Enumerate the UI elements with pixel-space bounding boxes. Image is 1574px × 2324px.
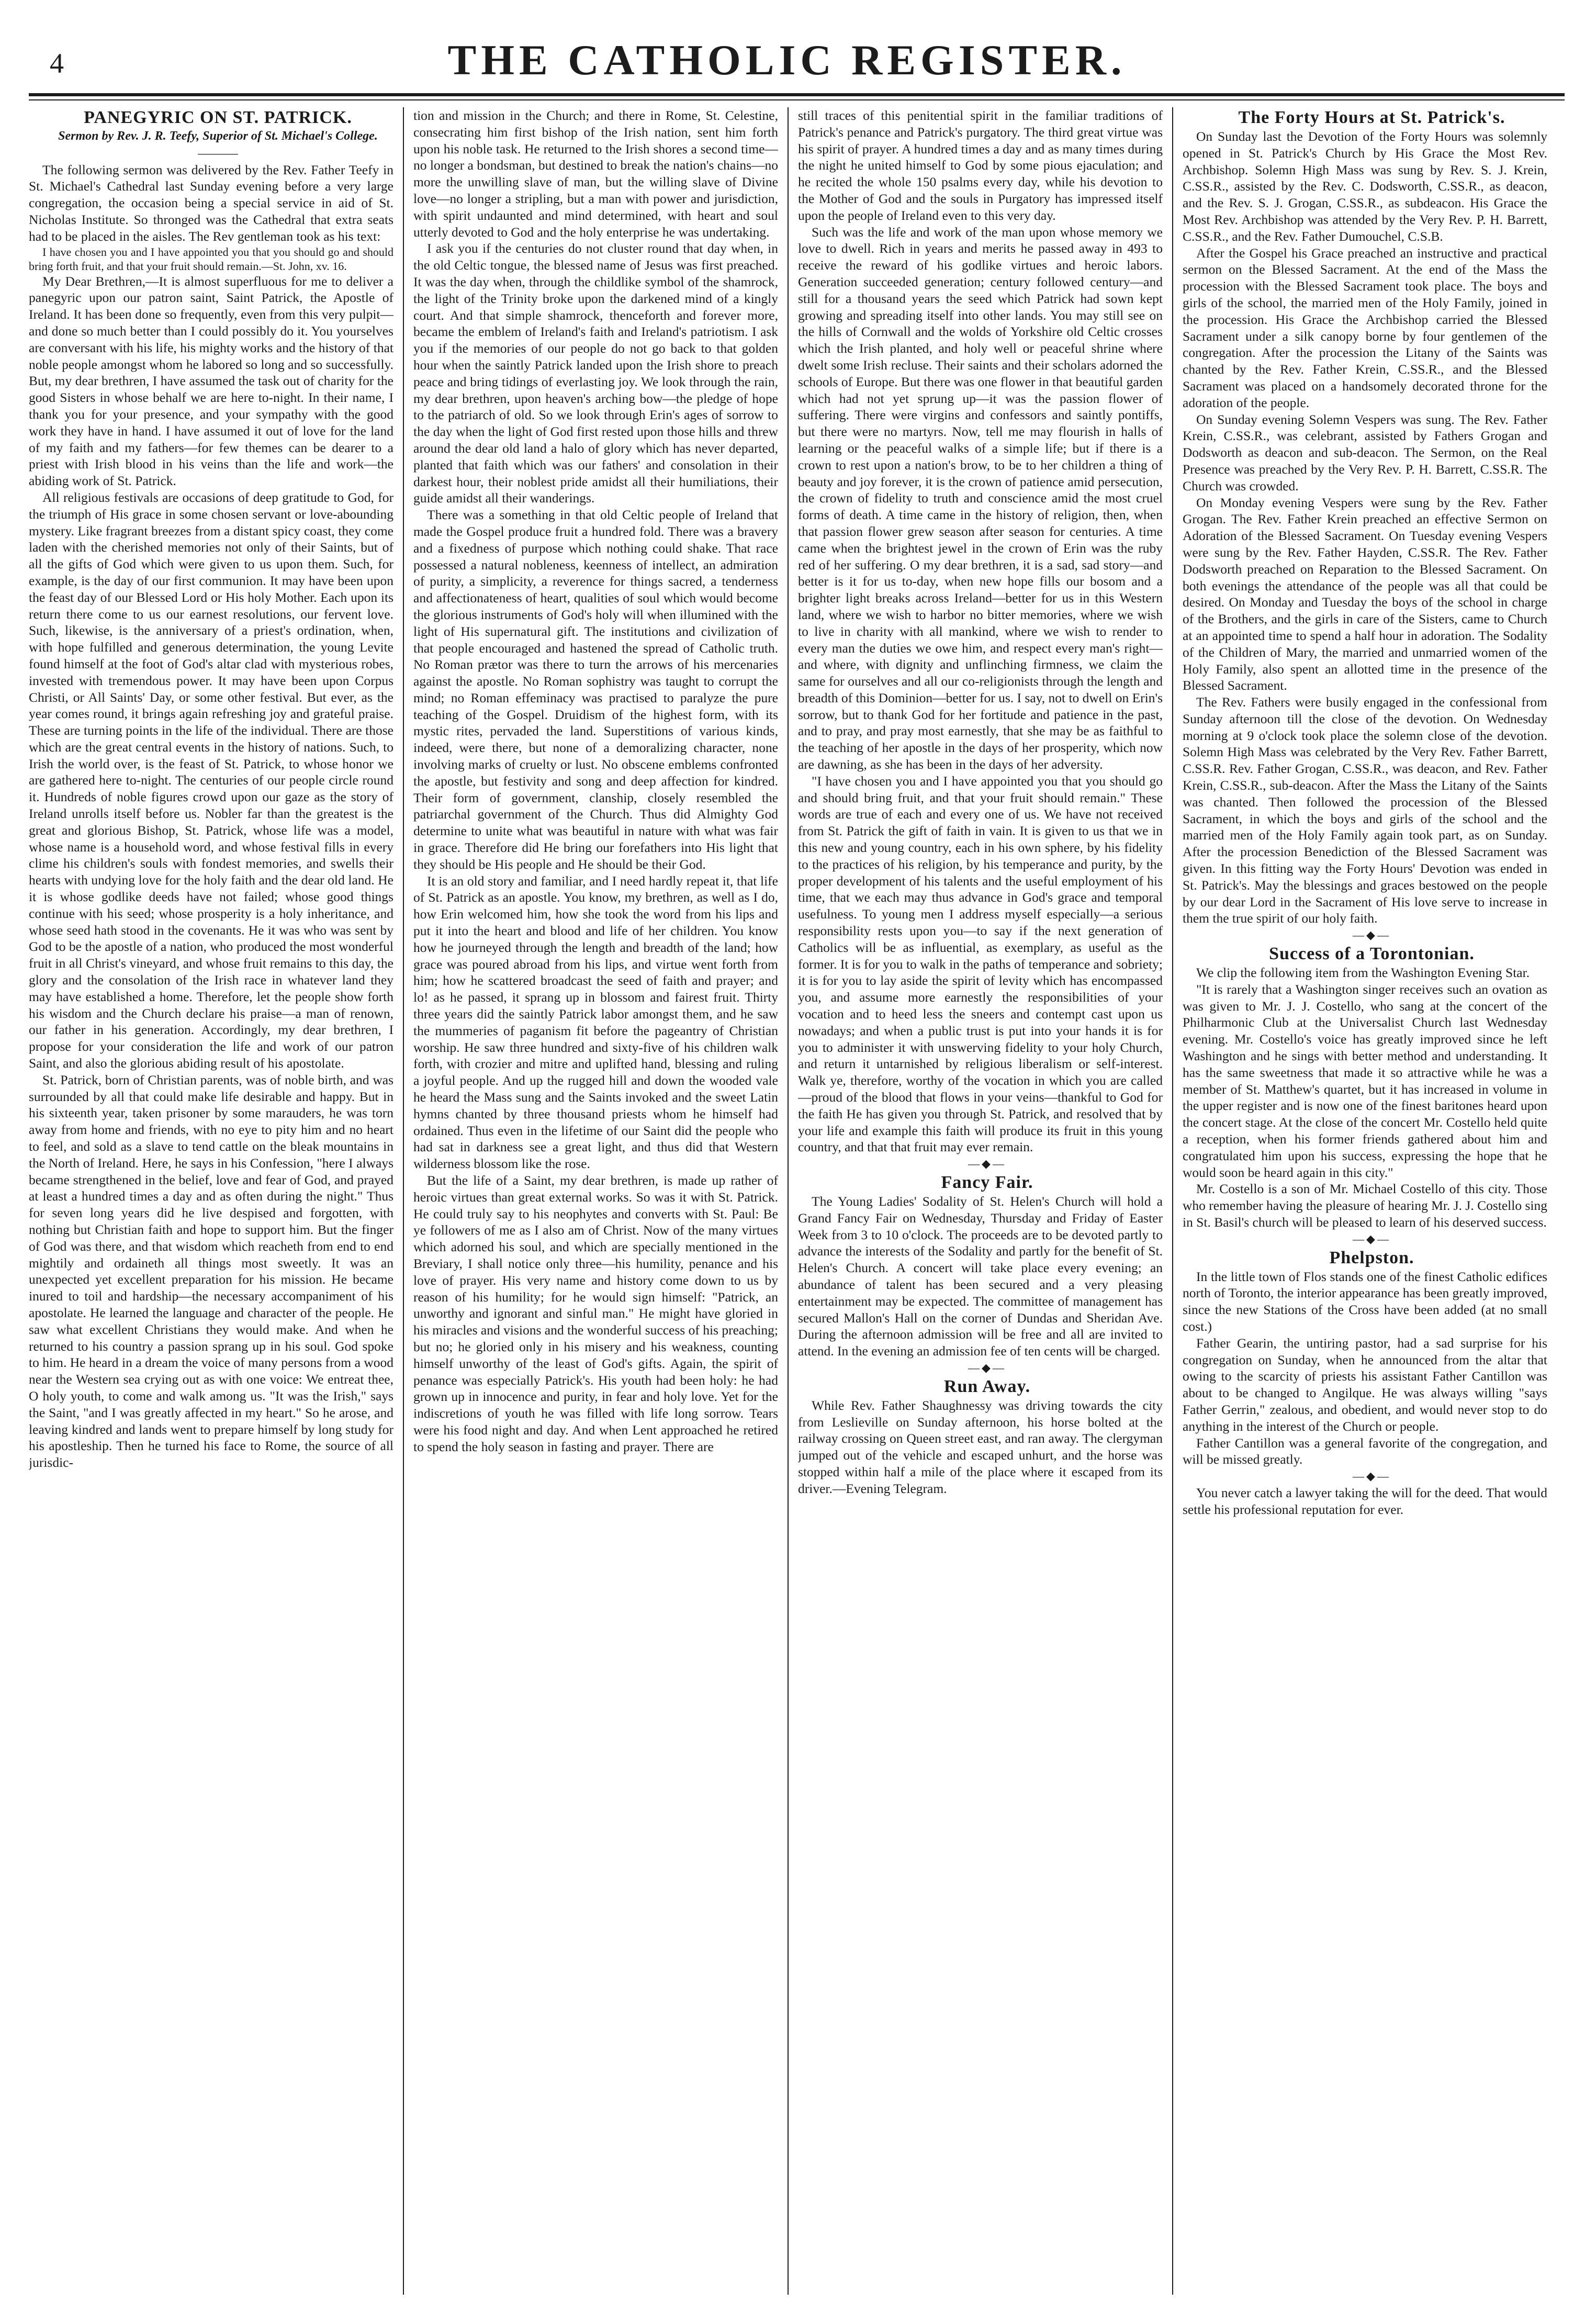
article-paragraph: I ask you if the centuries do not cluster round that day when, in the old Celtic tongue, the blessed name of Jesus was first preached. It was the day when, through the childlike symbol of the shamrock, the light of the Trinity broke upon the darkened mind of a kingly court. And that simple shamrock, thenceforth and forever more, became the emblem of Ireland's faith and Ireland's patriotism. I ask you if the memories of our people do not go back to that golden hour when the saintly Patrick landed upon the Irish shore to preach peace and bring tidings of everlasting joy. We look through the rain, my dear brethren, upon heaven's arching bow—the pledge of hope to the patriarch of old. So we look through Erin's ages of sorrow to the day when the light of God first rested upon those hills and threw around the dear old land a halo of glory which has never departed, planted that faith which was our fathers' and consolation in their darkest hour, their noblest pride amidst all their humiliations, their guide amidst all their wanderings. — [413, 241, 778, 506]
article-paragraph: still traces of this penitential spirit in the familiar traditions of Patrick's penance and Patrick's purgatory. The third great virtue was his spirit of prayer. A hundred times a day and as many times during the night he united himself to God by some pious ejaculation; and he recited the whole 150 psalms every day, while his devotion to the Mother of God and the souls in Purgatory has impressed itself upon the people of Ireland even to this very day. — [798, 108, 1163, 223]
article-paragraph: While Rev. Father Shaughnessy was driving towards the city from Leslieville on Sunday afternoon, his horse bolted at the railway crossing on Queen street east, and ran away. The clergyman jumped out of the vehicle and escaped unhurt, and the horse was stopped within half a mile of the place where it escaped from its driver.—Evening Telegram. — [798, 1397, 1163, 1496]
article-paragraph: It is an old story and familiar, and I need hardly repeat it, that life of St. Patrick as an apostle. You know, my brethren, as well as I do, how Erin welcomed him, how she took the word from his lips and put it into the heart and blood and life of her children. You know how he journeyed through the length and breadth of the land; how grace was poured abroad from his lips, and virtue went forth from him; how he scattered broadcast the seed of faith and prayer; and lo! as he passed, it sprang up in blossom and fairest fruit. Thirty three years did the saintly Patrick labor amongst them, and he saw the mummeries of paganism fit before the pageantry of Christian worship. He saw three hundred and sixty-five of his children walk forth, with crozier and mitre and uplifted hand, blessing and ruling a joyful people. And up the rugged hill and down the wooded vale he heard the Mass sung and the Saints invoked and the sweet Latin hymns chanted by three thousand priests whom he himself had ordained. Thus even in the lifetime of our Saint did the people who had sat in darkness see a great light, and thus did that Western wilderness blossom like the rose. — [413, 873, 778, 1172]
article-paragraph: St. Patrick, born of Christian parents, was of noble birth, and was surrounded by all that could make life desirable and happy. But in his sixteenth year, taken prisoner by some marauders, he was torn away from home and friends, with no eye to pity him and no heart to feel, and sold as a slave to tend cattle on the bleak mountains in the North of Ireland. Here, he says in his Confession, "here I always became strengthened in the belief, love and fear of God, and prayed at least a hundred times a day and as often during the night." Thus for seven long years did he live despised and forgotten, with nothing but Christian faith and hope to support him. But the finger of God was there, and that wisdom which reacheth from end to end mightily and ordaineth all things most sweetly. It was an unexpected yet excellent preparation for his mission. He became inured to toil and hardship—the necessary accompaniment of his apostolate. He learned the language and character of the people. He saw what excellent Christians they would make. And when he returned to his country a passion sprang up in his soul. God spoke to him. He heard in a dream the voice of many persons from a wood near the Western sea crying out as with one voice: We entreat thee, O holy youth, to come and walk among us. "It was the Irish," says the Saint, "and I was greatly affected in my heart." So he arose, and leaving kindred and lands went to prepare himself by long study for his apostleship. Then he turned his face to Rome, the source of all jurisdic- — [29, 1072, 394, 1470]
article-paragraph: "I have chosen you and I have appointed you that you should go and should bring fruit, and that your fruit should remain." These words are true of each and every one of us. We have not received from St. Patrick the gift of faith in vain. It is given to us that we in this new and young country, each in his own sphere, by his fidelity to the practices of his religion, by his temperance and purity, by the proper development of his talents and the useful employment of his time, that we each may thus advance in God's grace and temporal usefulness. To young men I address myself especially—a serious responsibility rests upon you—to say if the next generation of Catholics will be as influential, as exemplary, as useful as the former. It is for you to walk in the paths of temperance and sobriety; it is for you to lay aside the spirit of levity which has encompassed you, and assume more earnestly the responsibilities of your vocation and to heed less the sneers and contempt cast upon us nowadays; and when a public trust is put into your hands it is for you to administer it with unswerving fidelity to your holy Church, and return it untarnished by religious liberalism or self-interest. Walk ye, therefore, worthy of the vocation in which you are called—proud of the blood that flows in your veins—thankful to God for the faith He has given you through St. Patrick, and resolved that by your life and example this faith will produce its fruit in this young country, and that that fruit may ever remain. — [798, 773, 1163, 1155]
article-paragraph: The following sermon was delivered by the Rev. Father Teefy in St. Michael's Cathedral last Sunday evening before a very large congregation, the occasion being a special service in aid of St. Nicholas Institute. So thronged was the Cathedral that extra seats had to be placed in the aisles. The Rev gentleman took as his text: — [29, 162, 394, 244]
article-paragraph: There was a something in that old Celtic people of Ireland that made the Gospel produce fruit a hundred fold. There was a bravery and a fixedness of purpose which nothing could shake. That race possessed a natural nobleness, keenness of intellect, an admiration of purity, a simplicity, a reverence for things sacred, a tenderness and affectionateness of heart, qualities of soul which would become the glorious instruments of God's holy will when illumined with the light of His supernatural gift. The institutions and civilization of that people encouraged and hastened the spread of Catholic truth. No Roman prætor was there to turn the arrows of his mercenaries against the apostle. No Roman sophistry was taught to corrupt the mind; no Roman effeminacy was practised to paralyze the pure teaching of the Gospel. Druidism of the highest form, with its mystic rites, pervaded the land. Superstitions of various kinds, indeed, were there, but none of a demoralizing character, none involving marks of cruelty or lust. No obscene emblems confronted the apostle, but festivity and song and deep affection for kindred. Their form of government, clanship, closely resembled the patriarchal government of the Church. Thus did Almighty God determine to unite what was beautiful in nature with what was fair in grace. Therefore did He bring our forefathers into His light that they should be His people and He should be their God. — [413, 507, 778, 872]
byline-dash: ——— — [198, 145, 238, 161]
section-divider: —◆— — [1353, 1469, 1391, 1483]
article-heading-fancy-fair: Fancy Fair. — [941, 1173, 1033, 1192]
article-heading-phelpston: Phelpston. — [1329, 1248, 1414, 1267]
column-divider — [1172, 107, 1173, 2295]
article-byline: Sermon by Rev. J. R. Teefy, Superior of St. Michael's College. — [58, 129, 378, 143]
column-2 — [413, 107, 778, 2305]
article-paragraph: "It is rarely that a Washington singer receives such an ovation as was given to Mr. J. J. Costello, who sang at the concert of the Philharmonic Club at the Universalist Church last Wednesday evening. Mr. Costello's voice has greatly improved since he left Washington and he sings with better method and understanding. It has the same sweetness that made it so attractive while he was a member of St. Matthew's quartet, but it has increased in volume in the upper register and is now one of the finest baritones heard upon the concert stage. At the close of the concert Mr. Costello held quite a reception, when his former friends gathered about him and congratulated him upon his success, expressing the hope that he would soon be heard again in this city." — [1183, 981, 1547, 1180]
masthead: THE CATHOLIC REGISTER. — [447, 36, 1127, 84]
scripture-text: I have chosen you and I have appointed you that you should go and should bring forth fruit, and that your fruit should remain.—St. John, xv. 16. — [29, 245, 394, 273]
column-4 — [1183, 107, 1547, 2305]
article-paragraph: You never catch a lawyer taking the will for the deed. That would settle his professional reputation for ever. — [1183, 1485, 1547, 1517]
article-heading-panegyric: PANEGYRIC ON ST. PATRICK. — [84, 108, 352, 127]
article-heading-torontonian: Success of a Torontonian. — [1269, 944, 1475, 964]
article-paragraph: But the life of a Saint, my dear brethren, is made up rather of heroic virtues than great external works. So was it with St. Patrick. He could truly say to his neophytes and converts with St. Paul: Be ye followers of me as I also am of Christ. Now of the many virtues which adorned his soul, and which are specially mentioned in the Breviary, I shall notice only three—his humility, penance and his love of prayer. His very name and history come down to us by reason of his humility; for he would sign himself: "Patrick, an unworthy and ignorant and sinful man." He might have gloried in his miracles and visions and the wonderful success of his preaching; but no; he gloried only in his misery and his weakness, counting himself unworthy of the least of God's gifts. Again, the spirit of penance was especially Patrick's. His youth had been holy: he had grown up in innocence and purity, in fear and holy love. Yet for the indiscretions of youth he was filled with life long sorrow. Tears were his food night and day. And when Lent approached he retired to spend the holy season in fasting and prayer. There are — [413, 1173, 778, 1454]
article-paragraph: Father Cantillon was a general favorite of the congregation, and will be missed greatly. — [1183, 1435, 1547, 1467]
article-paragraph: All religious festivals are occasions of deep gratitude to God, for the triumph of His grace in some chosen servant or love-abounding mystery. Like fragrant breezes from a distant spicy coast, they come laden with the cherished memories not only of their Saints, but of all the gifts of God which were given to us upon them. Such, for example, is the day of our first communion. It may have been upon the feast day of our Blessed Lord or His holy Mother. Each upon its return there come to us our earnest resolutions, our fervent love. Such, likewise, is the anniversary of a priest's ordination, when, with hope fulfilled and generous determination, the young Levite found himself at the foot of God's altar clad with mysterious robes, invested with tremendous power. It may have been upon Corpus Christi, or All Saints' Day, or some other festival. But ever, as the year comes round, it brings again refreshing joy and grateful praise. These are turning points in the life of the individual. There are those which are the great central events in the history of nations. Such, to Irish the world over, is the feast of St. Patrick, to whose honor we are gathered here to-night. The centuries of our people circle round it. Hundreds of noble figures crowd upon our gaze as the story of Ireland unrolls itself before us. Nobler far than the greatest is the great and glorious Bishop, St. Patrick, whose life was a model, whose name is a household word, and whose festival fills in every clime his children's souls with fondest memories, and swells their hearts with undying love for the holy faith and the dear old land. He it is whose godlike deeds have not failed; whose good things continue with his seed; whose prosperity is a holy inheritance, and whose seed hath stood in the covenants. He it was who was sent by God to be the apostle of a nation, who produced the most wonderful fruit in all Christ's vineyard, and whose fruit remains to this day, the glory and the consolation of the Irish race in whatever land they may have established a home. Therefore, let the people show forth his wisdom and the Church declare his praise—a man of renown, our father in his generation. Accordingly, my dear brethren, I propose for your consideration the life and work of our patron Saint, and also the glorious abiding result of his apostolate. — [29, 489, 394, 1071]
section-divider: —◆— — [1353, 928, 1391, 942]
column-3 — [798, 107, 1163, 2305]
article-heading-forty-hours: The Forty Hours at St. Patrick's. — [1238, 108, 1505, 127]
masthead-rule — [29, 93, 1565, 96]
page-number: 4 — [50, 48, 64, 79]
article-paragraph: Father Gearin, the untiring pastor, had a sad surprise for his congregation on Sunday, when he announced from the altar that owing to the scarcity of priests his assistant Father Cantillon was about to be changed to Angilque. He was always willing "says Father Gerrin," zealous, and obedient, and would never stop to do anything in the interest of the Church or people. — [1183, 1335, 1547, 1434]
column-divider — [788, 107, 789, 2295]
article-paragraph: In the little town of Flos stands one of the finest Catholic edifices north of Toronto, the interior appearance has been greatly improved, since the new Stations of the Cross have been added (at no small cost.) — [1183, 1268, 1547, 1334]
article-paragraph: Mr. Costello is a son of Mr. Michael Costello of this city. Those who remember having the pleasure of hearing Mr. J. J. Costello sing in St. Basil's church will be pleased to learn of his deserved success. — [1183, 1181, 1547, 1230]
article-paragraph: We clip the following item from the Washington Evening Star. — [1196, 965, 1530, 981]
column-divider — [403, 107, 404, 2295]
section-divider: —◆— — [1353, 1232, 1391, 1245]
article-heading-run-away: Run Away. — [943, 1376, 1031, 1396]
article-paragraph: After the Gospel his Grace preached an instructive and practical sermon on the Blessed Sacrament. At the end of the Mass the procession with the Blessed Sacrament took place. The boys and girls of the school, the married men of the Holy Family, joined in the procession. His Grace the Archbishop carried the Blessed Sacrament under a silk canopy borne by four gentlemen of the congregation. After the procession the Litany of the Saints was chanted by the Rev. Father Krein, C.SS.R., and the Blessed Sacrament was placed on a handsomely decorated throne for the adoration of the people. — [1183, 245, 1547, 410]
article-paragraph: On Sunday last the Devotion of the Forty Hours was solemnly opened in St. Patrick's Church by His Grace the Most Rev. Archbishop. Solemn High Mass was sung by Rev. S. J. Krein, C.SS.R., assisted by the Rev. C. Dodsworth, C.SS.R., as deacon, and the Rev. S. J. Grogan, C.SS.R., as subdeacon. His Grace the Most Rev. Archbishop was attended by the Very Rev. P. H. Barrett, C.SS.R., and the Rev. Father Dumouchel, C.S.B. — [1183, 129, 1547, 244]
article-paragraph: On Sunday evening Solemn Vespers was sung. The Rev. Father Krein, C.SS.R., was celebrant, assisted by Fathers Grogan and Dodsworth as deacon and sub-deacon. The Sermon, on the Real Presence was preached by the Very Rev. P. H. Barrett, C.SS.R. The Church was crowded. — [1183, 411, 1547, 493]
column-1 — [29, 107, 394, 2305]
article-paragraph: On Monday evening Vespers were sung by the Rev. Father Grogan. The Rev. Father Krein preached an effective Sermon on Adoration of the Blessed Sacrament. On Tuesday evening Vespers were sung by the Rev. Father Hayden, C.SS.R. The Rev. Father Dodsworth preached on Reparation to the Blessed Sacrament. On both evenings the attendance of the people was all that could be desired. On Monday and Tuesday the boys of the school in charge of the Brothers, and the girls in care of the Sisters, came to Church at an appointed time to spend a half hour in adoration. The Sodality of the Children of Mary, the married and unmarried women of the Holy Family, also spent an allotted time in the presence of the Blessed Sacrament. — [1183, 495, 1547, 693]
article-paragraph: My Dear Brethren,—It is almost superfluous for me to deliver a panegyric upon our patron saint, Saint Patrick, the Apostle of Ireland. It has been done so frequently, even from this very pulpit—and done so much better than I could possibly do it. You yourselves are conversant with his life, his mighty works and the history of that noble people amongst whom he labored so long and so successfully. But, my dear brethren, I have assumed the task out of charity for the good Sisters in whose behalf we are here to-night. In their name, I thank you for your presence, and your sympathy with the good work they have in hand. I have assumed it out of love for the land of my faith and my fathers—for few themes can be dearer to a priest with Irish blood in his veins than the life and work—the abiding work of St. Patrick. — [29, 273, 394, 489]
section-divider: —◆— — [968, 1157, 1006, 1171]
article-paragraph: The Rev. Fathers were busily engaged in the confessional from Sunday afternoon till the close of the devotion. On Wednesday morning at 9 o'clock took place the solemn close of the devotion. Solemn High Mass was celebrated by the Very Rev. Father Barrett, C.SS.R. Rev. Father Grogan, C.SS.R., was deacon, and Rev. Father Krein, C.SS.R., sub-deacon. After the Mass the Litany of the Saints was chanted. Then followed the procession of the Blessed Sacrament, in which the boys and girls of the school and the married men of the Holy Family again took part, as on Sunday. After the procession Benediction of the Blessed Sacrament was given. In this fitting way the Forty Hours' Devotion was ended in St. Patrick's. May the blessings and graces bestowed on the people by our dear Lord in the Sacrament of His love serve to increase in them the true spirit of our holy faith. — [1183, 694, 1547, 926]
article-paragraph: tion and mission in the Church; and there in Rome, St. Celestine, consecrating him first bishop of the Irish nation, sent him forth upon his noble task. He returned to the Irish shores a second time—no longer a bondsman, but destined to break the nation's chains—no more the unwilling slave of man, but the willing slave of Divine love—no longer a stripling, but a man with power and jurisdiction, with spirit undaunted and mind determined, with heart and soul utterly devoted to God and the holy enterprise he was undertaking. — [413, 108, 778, 240]
section-divider: —◆— — [968, 1361, 1006, 1374]
article-paragraph: The Young Ladies' Sodality of St. Helen's Church will hold a Grand Fancy Fair on Wednesday, Thursday and Friday of Easter Week from 3 to 10 o'clock. The proceeds are to be devoted partly to advance the interests of the Sodality and partly for the benefit of St. Helen's Church. A concert will take place every evening; an abundance of talent has been secured and a very pleasing entertainment may be expected. The committee of management has secured Mallon's Hall on the corner of Dundas and Sheridan Ave. During the afternoon admission will be free and all are invited to attend. In the evening an admission fee of ten cents will be charged. — [798, 1194, 1163, 1359]
masthead-rule-thin — [29, 99, 1565, 100]
article-paragraph: Such was the life and work of the man upon whose memory we love to dwell. Rich in years and merits he passed away in 493 to receive the reward of his godlike virtues and heroic labors. Generation succeeded generation; century followed century—and still for a thousand years the seed which Patrick had sown kept growing and spreading itself into other lands. You may still see on the hills of Cornwall and the wolds of Yorkshire old Celtic crosses which the Irish planted, and holy well or peaceful shrine where dwelt some Irish recluse. Their saints and their scholars adorned the schools of Europe. But there was one flower in that beautiful garden which had not yet sprung up—it was the passion flower of suffering. There were virgins and confessors and saintly pontiffs, but there were no martyrs. Now, tell me may flourish in halls of learning or the peaceful walks of a simple life; but if there is a crown to rest upon a nation's brow, to be to her children a thing of beauty and joy forever, it is the crown of patience amid persecution, the crown of fidelity to truth and conscience amid the most cruel forms of death. A time came in the history of religion, then, when that passion flower grew season after season for centuries. A time came when the brightest jewel in the crown of Erin was the ruby red of her suffering. O my dear brethren, it is a sad, sad story—and better is it for us to-day, when new hope fills our bosom and a brighter light breaks across Ireland—better for us in this Western land, where we wish to harbor no bitter memories, where we wish to live in charity with all mankind, where we wish to render to every man the duties we owe him, and respect every man's right—and where, with dignity and unflinching firmness, we claim the same for ourselves and all our co-religionists through the length and breadth of this Dominion—better for us. I say, not to dwell on Erin's sorrow, but to thank God for her fortitude and patience in the past, and to pray, and pray most earnestly, that she may be as faithful to the teaching of her apostle in the days of her prosperity, which now are dawning, as she has been in the days of her adversity. — [798, 224, 1163, 772]
